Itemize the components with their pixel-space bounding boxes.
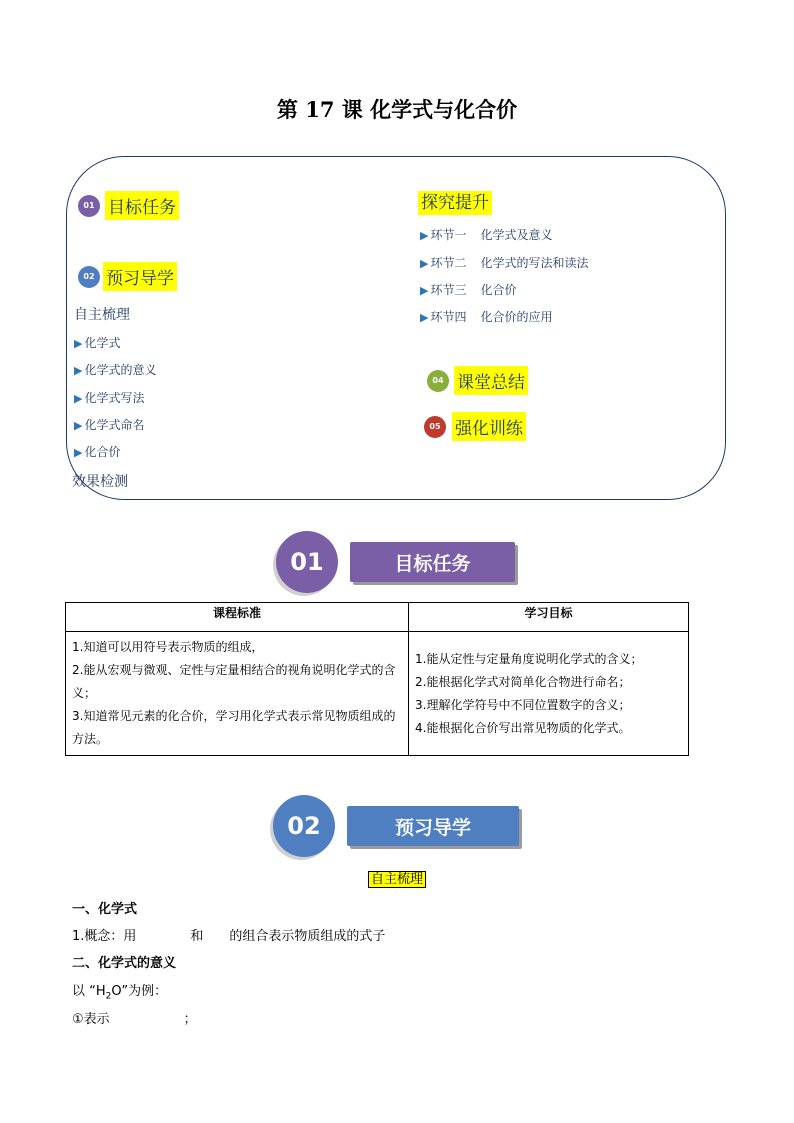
triangle-right-icon: ▶ (74, 337, 83, 350)
table-header-row (66, 603, 689, 632)
toc-explore-item[interactable]: ▶ 环节四 化合价的应用 (420, 310, 553, 324)
toc-review-item[interactable]: ▶ 化学式命名 (74, 418, 145, 432)
toc-section-1[interactable] (78, 191, 179, 220)
triangle-right-icon: ▶ (74, 419, 83, 432)
page-title: 第 17 课 化学式与化合价 (276, 97, 518, 122)
meaning-item-1: ①表示 ； (72, 1012, 197, 1027)
toc-explore-item[interactable]: ▶ 环节三 化合价 (420, 283, 517, 297)
toc-section-2[interactable] (78, 262, 177, 291)
triangle-right-icon: ▶ (74, 446, 83, 459)
toc-review-item[interactable]: ▶ 化合价 (74, 445, 121, 459)
goals-cell (409, 632, 689, 756)
toc-explore-label: 探究提升 (418, 191, 492, 215)
heading-formula-meaning: 二、化学式的意义 (72, 956, 177, 971)
standard-item: 3.知道常见元素的化合价，学习用化学式表示常见物质组成的方法。 (72, 709, 396, 746)
triangle-right-icon: ▶ (420, 257, 429, 270)
toc-section-2-label: 预习导学 (103, 262, 177, 291)
section-banner-02 (273, 795, 519, 857)
toc-section-5-label: 强化训练 (452, 412, 526, 441)
toc-explore-item[interactable]: ▶ 环节一 化学式及意义 (420, 228, 553, 242)
toc-review-item[interactable]: ▶ 化学式 (74, 336, 121, 350)
toc-section-4-label: 课堂总结 (454, 366, 528, 395)
standards-cell (66, 632, 409, 756)
section-banner-01 (276, 531, 515, 593)
self-review-tag: 自主梳理 (368, 868, 426, 887)
heading-chemical-formula: 一、化学式 (72, 902, 138, 917)
triangle-right-icon: ▶ (420, 284, 429, 297)
goal-item: 4.能根据化合价写出常见物质的化学式。 (415, 720, 631, 735)
toc-section-5[interactable] (424, 412, 526, 441)
triangle-right-icon: ▶ (74, 364, 83, 377)
goal-item: 3.理解化学符号中不同位置数字的含义； (415, 697, 631, 712)
section-title-01: 目标任务 (350, 542, 515, 582)
standard-item: 2.能从宏观与微观、定性与定量相结合的视角说明化学式的含义； (72, 663, 396, 700)
badge-05-icon: 05 (424, 416, 446, 438)
toc-section-4[interactable] (427, 366, 528, 395)
standards-table (65, 602, 689, 756)
toc-explore-item[interactable]: ▶ 环节二 化学式的写法和读法 (420, 256, 589, 270)
concept-line: 1.概念：用 和 的组合表示物质组成的式子 (72, 929, 386, 944)
standard-item: 1.知道可以用符号表示物质的组成， (72, 640, 264, 654)
table-row (66, 632, 689, 756)
triangle-right-icon: ▶ (74, 392, 83, 405)
toc-effect-check[interactable]: 效果检测 (72, 474, 128, 490)
table-header: 课程标准 (66, 603, 409, 632)
badge-02-icon: 02 (78, 266, 100, 288)
toc-review-item[interactable]: ▶ 化学式写法 (74, 391, 145, 405)
badge-04-icon: 04 (427, 370, 449, 392)
triangle-right-icon: ▶ (420, 311, 429, 324)
table-header: 学习目标 (409, 603, 689, 632)
toc-explore[interactable] (418, 188, 492, 213)
section-number-02: 02 (273, 795, 335, 857)
toc-section-1-label: 目标任务 (105, 191, 179, 220)
goal-item: 2.能根据化学式对简单化合物进行命名； (415, 674, 631, 689)
section-number-01: 01 (276, 531, 338, 593)
triangle-right-icon: ▶ (420, 229, 429, 242)
toc-self-review[interactable]: 自主梳理 (74, 307, 130, 323)
toc-review-item[interactable]: ▶ 化学式的意义 (74, 363, 157, 377)
goal-item: 1.能从定性与定量角度说明化学式的含义； (415, 651, 643, 666)
badge-01-icon: 01 (78, 195, 100, 217)
section-title-02: 预习导学 (347, 806, 519, 846)
example-line: 以 “$H_2O$”为例： (72, 984, 168, 1002)
